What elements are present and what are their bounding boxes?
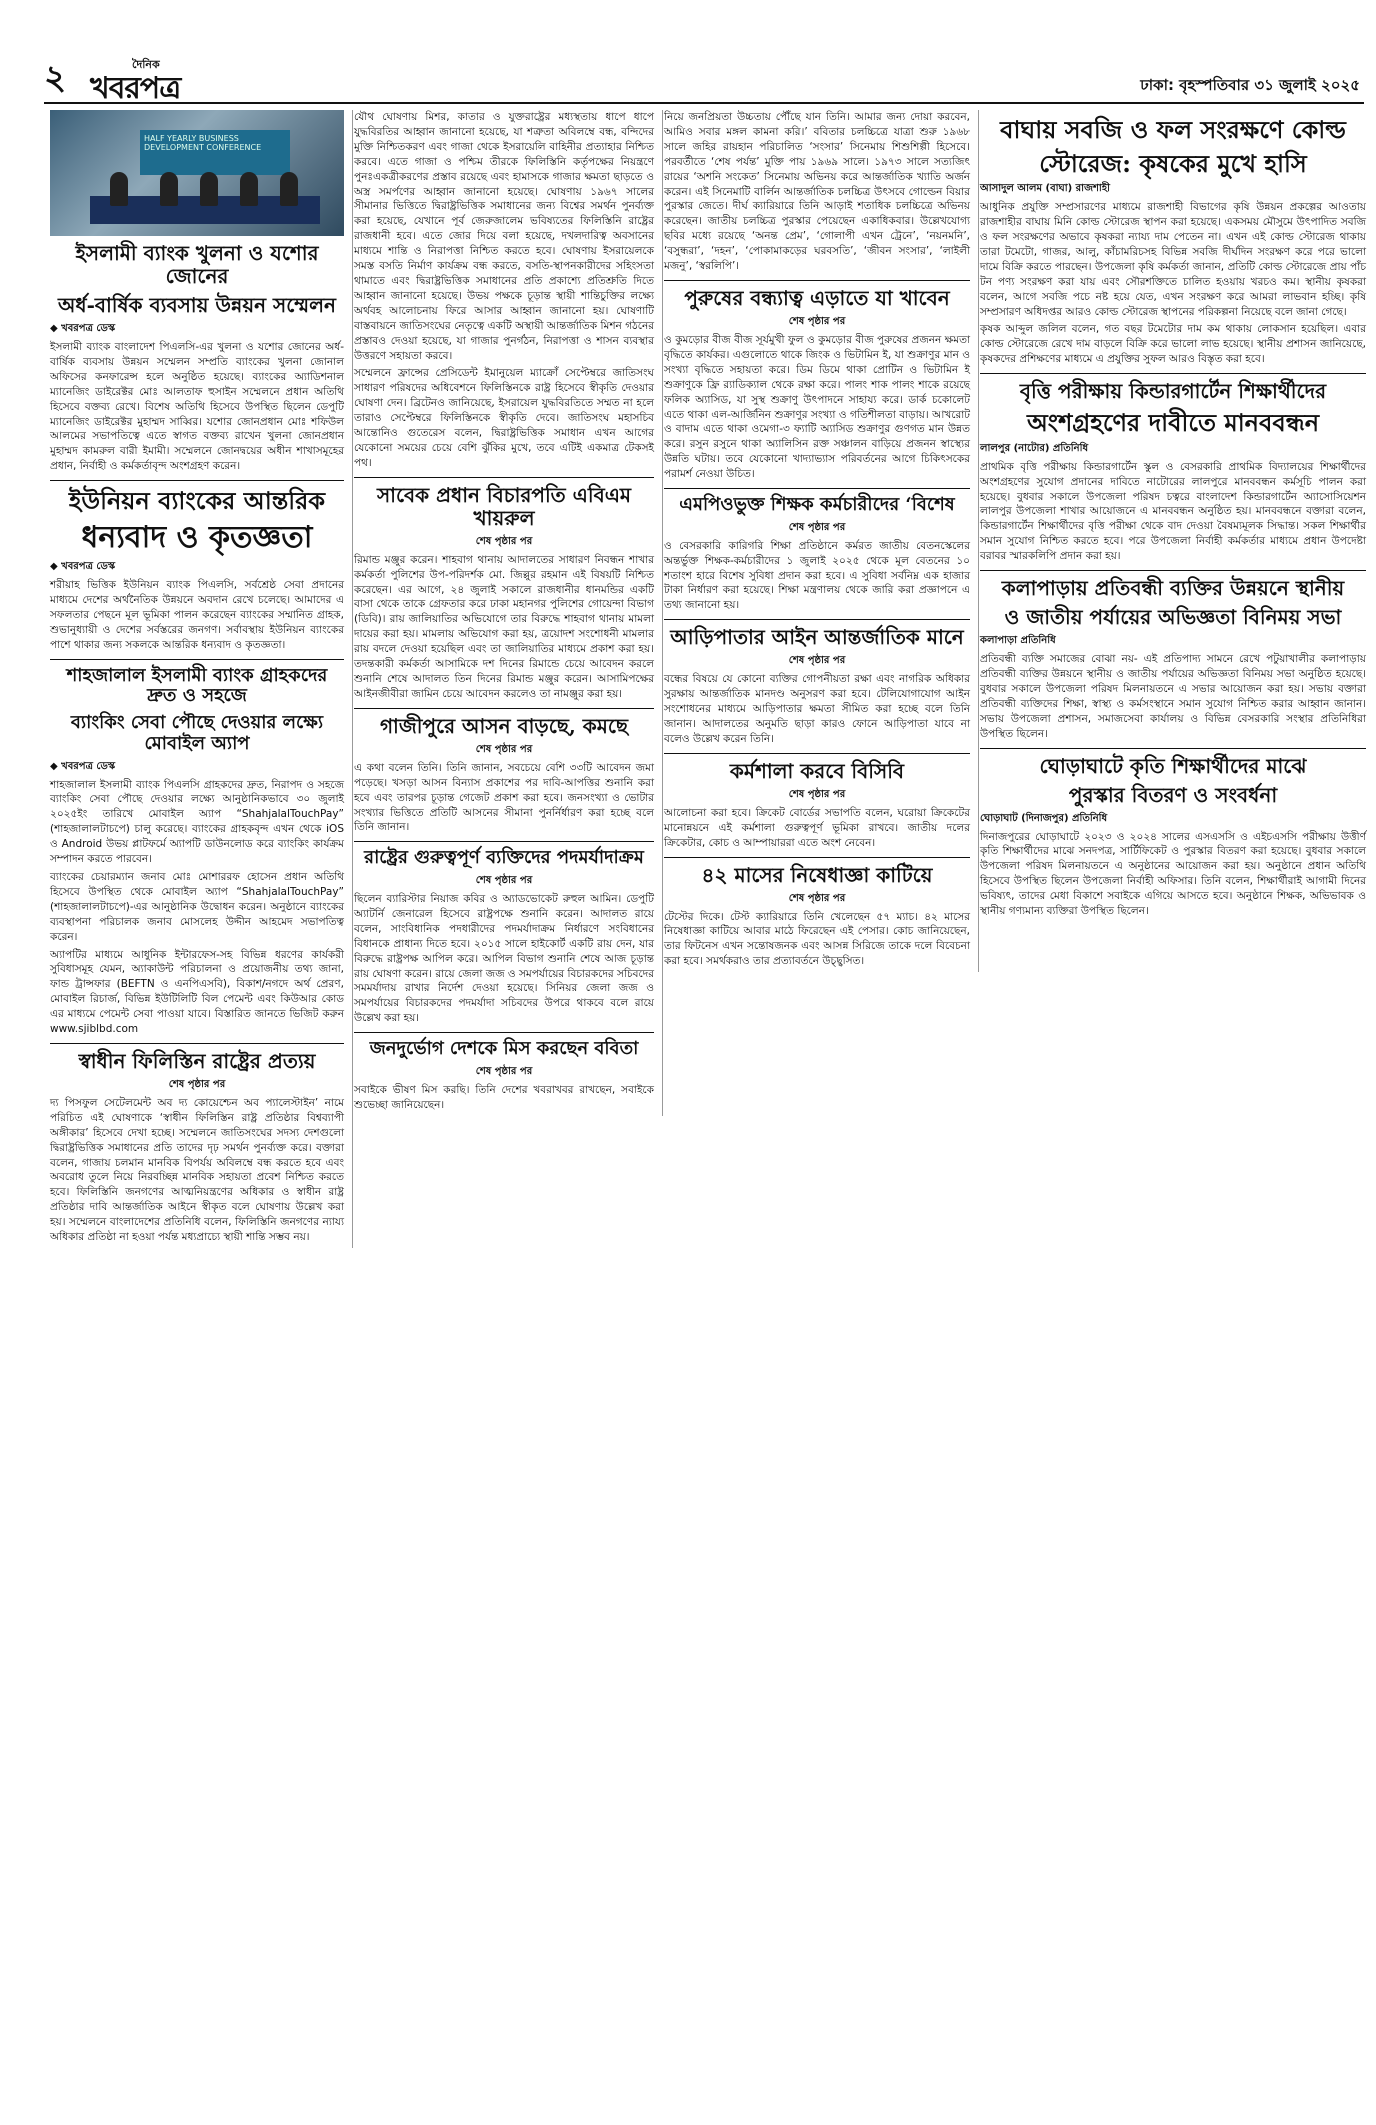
divider [354,477,654,478]
headline-line-2: ও জাতীয় পর্যায়ের অভিজ্ঞতা বিনিময় সভা [1004,605,1342,630]
photo-person [110,172,128,206]
article-body: প্রতিবন্ধী ব্যক্তি সমাজের বোঝা নয়- এই প্রতিপাদ্য সামনে রেখে পটুয়াখালীর কলাপাড়ায় প্রতিবন্ধী ব্যক্তির উন্নয়নে স্থানীয় ও জাতীয় পর্যায়ের অভিজ্ঞতা বিনিময় সভা অনুষ্ঠিত হয়েছে। বুধবার সকালে উপজেলা পরিষদ মিলনায়তনে এ সভার আয়োজন করা হয়। সভায় বক্তারা প্রতিবন্ধী ব্যক্তিদের শিক্ষা, স্বাস্থ্য ও কর্মসংস্থানে সমান সুযোগ নিশ্চিত করার আহ্বান জানান। সভায় উপজেলা প্রশাসন, সমাজসেবা কার্যালয় ও বিভিন্ন বেসরকারি সংস্থার প্রতিনিধিরা উপস্থিত ছিলেন। [980,653,1366,740]
page-number: ২ [44,58,67,98]
photo-person [280,172,298,206]
headline-line-2: অংশগ্রহণের দাবীতে মানববন্ধন [1026,408,1320,438]
newspaper-logo [90,56,210,106]
masthead [44,58,1364,104]
column-1 [50,110,353,1248]
headline: আড়িপাতার আইন আন্তর্জাতিক মানে [670,625,964,650]
headline-3: শাহজালাল ইসলামী ব্যাংক গ্রাহকদের দ্রুত ও সহজে [66,664,328,707]
divider [664,857,970,858]
byline: কলাপাড়া প্রতিনিধি [980,635,1056,647]
photo-person [160,172,178,206]
headline: কলাপাড়ায় প্রতিবন্ধী ব্যক্তির উন্নয়নে স্থানীয় [1001,576,1345,601]
continued-label: শেষ পৃষ্ঠার পর [788,521,846,533]
divider [664,619,970,620]
photo-banner: HALF YEARLY BUSINESS DEVELOPMENT CONFERENCE [140,130,290,175]
headline: সাবেক প্রধান বিচারপতি এবিএম খায়রুল [376,482,632,530]
dateline: ঢাকা: বৃহস্পতিবার ৩১ জুলাই ২০২৫ [1140,76,1360,94]
headline: জনদুর্ভোগ দেশকে মিস করছেন ববিতা [369,1038,639,1060]
headline-line-2: স্টোরেজ: কৃষকের মুখে হাসি [1039,148,1307,178]
headline-3-line-2: ব্যাংকিং সেবা পৌছে দেওয়ার লক্ষ্যে মোবাইল অ্যাপ [70,712,324,754]
article-body: দিনাজপুরের ঘোড়াঘাটে ২০২৩ ও ২০২৪ সালের এসএসসি ও এইচএসসি পরীক্ষায় উত্তীর্ণ কৃতি শিক্ষার্থীদের মাঝে সনদপত্র, সার্টিফিকেট ও পুরস্কার বিতরণ করা হয়েছে। বুধবার সকালে উপজেলা পরিষদ মিলনায়তনে এ অনুষ্ঠানের আয়োজন করা হয়। অনুষ্ঠানে প্রধান অতিথি হিসেবে উপস্থিত ছিলেন উপজেলা নির্বাহী অফিসার। তিনি বলেন, শিক্ষার্থীরাই আগামী দিনের ভবিষ্যৎ, তাদের মেধা বিকাশে সবাইকে এগিয়ে আসতে হবে। অনুষ্ঠানে শিক্ষক, অভিভাবক ও স্থানীয় গণ্যমান্য ব্যক্তিরা উপস্থিত ছিলেন। [980,830,1366,918]
article-body: প্রাথমিক বৃত্তি পরীক্ষায় কিন্ডারগার্টেন স্কুল ও বেসরকারি প্রাথমিক বিদ্যালয়ের শিক্ষার্থীদের অংশগ্রহণের সুযোগ প্রদানের দাবিতে নাটোরের লালপুরে মানববন্ধন কর্মসূচি পালন করা হয়েছে। বুধবার সকালে উপজেলা পরিষদ চত্বরে বাংলাদেশ কিন্ডারগার্টেন অ্যাসোসিয়েশন লালপুর উপজেলা শাখার আয়োজনে এ মানববন্ধন অনুষ্ঠিত হয়। মানববন্ধনে বক্তারা বলেন, কিন্ডারগার্টেন শিক্ষার্থীদের বৃত্তি পরীক্ষা থেকে বাদ দেওয়া বৈষম্যমূলক সিদ্ধান্ত। সকল শিক্ষার্থীর সমান সুযোগ নিশ্চিত করতে হবে। পরে উপজেলা নির্বাহী কর্মকর্তার মাধ্যমে প্রধান উপদেষ্টা বরাবর স্মারকলিপি প্রদান করা হয়। [980,460,1366,563]
divider [50,1043,344,1044]
headline: ঘোড়াঘাটে কৃতি শিক্ষার্থীদের মাঝে [1039,753,1307,778]
continued-label: শেষ পৃষ্ঠার পর [475,1065,533,1077]
column-2 [354,110,663,1116]
divider [664,753,970,754]
divider [664,488,970,489]
article-body: দ্য পিসফুল সেটেলমেন্ট অব দ্য কোয়েশ্চেন অব প্যালেস্টাইন’ নামে পরিচিত এই ঘোষণাকে ‘স্বাধীন ফিলিস্তিন রাষ্ট্র প্রতিষ্ঠার বিশ্বব্যাপী অঙ্গীকার’ হিসেবে দেখা হচ্ছে। সম্মেলনে জাতিসংঘের সদস্য দেশগুলো দ্বিরাষ্ট্রভিত্তিক সমাধানের প্রতি তাদের দৃঢ় সমর্থন পুনর্ব্যক্ত করে। বক্তারা বলেন, গাজায় চলমান মানবিক বিপর্যয় অবিলম্বে বন্ধ করতে হবে এবং অবরোধ তুলে নিয়ে নিরবচ্ছিন্ন মানবিক সহায়তা প্রবেশ নিশ্চিত করতে হবে। ফিলিস্তিনি জনগণের আত্মনিয়ন্ত্রণের অধিকার ও স্বাধীন রাষ্ট্র প্রতিষ্ঠার দাবি আন্তর্জাতিক আইনে স্বীকৃত বলে ঘোষণায় উল্লেখ করা হয়। সম্মেলনে বাংলাদেশের প্রতিনিধি বলেন, ফিলিস্তিনি জনগণের ন্যায্য অধিকার প্রতিষ্ঠা না হওয়া পর্যন্ত মধ্যপ্রাচ্যে স্থায়ী শান্তি সম্ভব নয়। [50,1096,344,1244]
article-body: ইসলামী ব্যাংক বাংলাদেশ পিএলসি-এর খুলনা ও যশোর জোনের অর্ধ-বার্ষিক ব্যবসায় উন্নয়ন সম্মেলন সম্প্রতি ব্যাংকের খুলনা জোনাল অফিসের কনফারেন্স হলে অনুষ্ঠিত হয়েছে। ব্যাংকের অ্যাডিশনাল ম্যানেজিং ডাইরেক্টর মোঃ আলতাফ হুসাইন সম্মেলনে প্রধান অতিথি হিসেবে বক্তব্য রেখে। বিশেষ অতিথি হিসেবে উপস্থিত ছিলেন ডেপুটি ম্যানেজিং ডাইরেক্টর মুহাম্মদ সাব্বির। যশোর জোনপ্রধান মোঃ শফিউল আলমের সভাপতিত্বে এতে স্বাগত বক্তব্য রাখেন খুলনা জোনপ্রধান মুহাম্মদ কামরুল বারী ইমামী। সম্মেলনে জোনদ্বয়ের অধীন শাখাসমূহের প্রধান, নির্বাহী ও কর্মকর্তাবৃন্দ অংশগ্রহণ করেন। [50,341,344,473]
headline-1: ইসলামী ব্যাংক খুলনা ও যশোর জোনের [75,241,319,288]
headline: এমপিওভুক্ত শিক্ষক কর্মচারীদের ‘বিশেষ [679,494,955,516]
headline: পুরুষের বন্ধ্যাত্ব এড়াতে যা খাবেন [684,285,950,310]
article-body: যৌথ ঘোষণায় মিশর, কাতার ও যুক্তরাষ্ট্রের মধ্যস্থতায় ধাপে ধাপে যুদ্ধবিরতির আহ্বান জানানো হয়েছে, যা শত্রুতা অবিলম্বে বন্ধ, বন্দিদের মুক্তি নিশ্চিতকরণ এবং গাজা থেকে ইসরায়েলি বাহিনীর প্রত্যাহার নিশ্চিত করবে। এতে গাজা ও পশ্চিম তীরকে ফিলিস্তিনি কর্তৃপক্ষের নিয়ন্ত্রণে পুনঃএকত্রীকরণের প্রস্তাব রয়েছে এবং হামাসকে গাজার ক্ষমতা ছাড়তে ও অস্ত্র সমর্পণের আহ্বান জানানো হয়েছে। ঘোষণায় ১৯৬৭ সালের সীমানার ভিত্তিতে দ্বিরাষ্ট্রভিত্তিক সমাধানের জন্য বিশ্বের সমর্থন পুনর্ব্যক্ত করা হয়েছে, যেখানে পূর্ব জেরুজালেম ভবিষ্যতের ফিলিস্তিনি রাষ্ট্রের রাজধানী হবে। এতে জোর দিয়ে বলা হয়েছে, দখলদারিত্ব অবসানের মাধ্যমে শান্তি ও নিরাপত্তা নিশ্চিত করতে হবে। ঘোষণায় ইসরায়েলকে সমস্ত বসতি নির্মাণ কার্যক্রম বন্ধ করতে, বসতি-স্থাপনকারীদের সহিংসতা থামাতে এবং দ্বিরাষ্ট্রভিত্তিক সমাধানের প্রতি প্রকাশ্যে প্রতিশ্রুতি দিতে আহ্বান জানানো হয়েছে। উভয় পক্ষকে চূড়ান্ত স্থায়ী শান্তিচুক্তির লক্ষ্যে অর্থবহ আলোচনায় ফিরে আসার আহ্বান জানানো হয়। ঘোষণাটি বাস্তবায়নে জাতিসংঘের নেতৃত্বে একটি অস্থায়ী আন্তর্জাতিক মিশন গঠনের প্রস্তাবও দেওয়া হয়েছে, যা গাজার পুনর্গঠন, নিরাপত্তা ও শাসন ব্যবস্থার উত্তরণে সহায়তা করবে। [354,111,654,362]
column-4 [980,110,1374,922]
article-body: সবাইকে ভীষণ মিস করছি। তিনি দেশের খবরাখবর রাখছেন, সবাইকে শুভেচ্ছা জানিয়েছেন। [354,1083,654,1111]
headline: কর্মশালা করবে বিসিবি [729,758,905,783]
headline-4: স্বাধীন ফিলিস্তিন রাষ্ট্রের প্রত্যয় [78,1048,316,1073]
headline: বাঘায় সবজি ও ফল সংরক্ষণে কোল্ড [1000,115,1346,144]
article-body: ও বেসরকারি কারিগরি শিক্ষা প্রতিষ্ঠানে কর্মরত জাতীয় বেতনস্কেলের অন্তর্ভুক্ত শিক্ষক-কর্মচারীদের ১ জুলাই ২০২৫ থেকে মূল বেতনের ১০ শতাংশ হারে বিশেষ সুবিধা প্রদান করা হবে। এ সুবিধা সর্বনিম্ন এক হাজার টাকা নির্ধারণ করা হয়েছে। শিক্ষা মন্ত্রণালয় থেকে জারি করা প্রজ্ঞাপনে এ তথ্য জানানো হয়। [664,539,970,612]
continued-label: শেষ পৃষ্ঠার পর [475,743,533,755]
divider [980,373,1366,374]
headline: রাষ্ট্রের গুরুত্বপূর্ণ ব্যক্তিদের পদমর্যাদাক্রম [364,847,644,869]
headline: বৃত্তি পরীক্ষায় কিন্ডারগার্টেন শিক্ষার্থীদের [1019,379,1327,404]
byline: আসাদুল আলম (বাঘা) রাজশাহী [980,183,1110,195]
article-body: আলোচনা করা হবে। ক্রিকেট বোর্ডের সভাপতি বলেন, ঘরোয়া ক্রিকেটের মানোন্নয়নে এই কর্মশালা গুরুত্বপূর্ণ ভূমিকা রাখবে। জাতীয় দলের ক্রিকেটার, কোচ ও আম্পায়াররা এতে অংশ নেবেন। [664,806,970,849]
byline: লালপুর (নাটোর) প্রতিনিধি [980,442,1089,454]
headline-2: ইউনিয়ন ব্যাংকের আন্তরিক [68,486,326,516]
continued-label: শেষ পৃষ্ঠার পর [475,875,533,887]
headline: ৪২ মাসের নিষেধাজ্ঞা কাটিয়ে [701,862,933,887]
byline: ঘোড়াঘাট (দিনাজপুর) প্রতিনিধি [980,812,1108,824]
headline-line-2: পুরস্কার বিতরণ ও সংবর্ধনা [1068,782,1278,807]
article-body: শরীয়াহ ভিত্তিক ইউনিয়ন ব্যাংক পিএলসি, সর্বশ্রেষ্ঠ সেবা প্রদানের মাধ্যমে দেশের অর্থনৈতিক উন্নয়নে অবদান রেখে চলেছে। আমাদের এ সফলতার পেছনে মূল ভূমিকা পালন করেছেন ব্যাংকের সম্মানিত গ্রাহক, শুভানুধ্যায়ী ও দেশের সর্বস্তরের জনগণ। সর্বাবস্থায় ইউনিয়ন ব্যাংকের পাশে থাকার জন্য সকলকে আন্তরিক ধন্যবাদ ও কৃতজ্ঞতা। [50,579,344,651]
continued-label: শেষ পৃষ্ঠার পর [475,535,533,547]
divider [50,659,344,660]
continued-label: শেষ পৃষ্ঠার পর [788,788,846,800]
article-body: শাহজালাল ইসলামী ব্যাংক পিএলসি গ্রাহকদের দ্রুত, নিরাপদ ও সহজে ব্যাংকিং সেবা পৌছে দেওয়ার লক্ষ্যে আনুষ্ঠানিকভাবে ৩০ জুলাই ২০২৫ইং তারিখে মোবাইল অ্যাপ “ShahjalalTouchPay” (শাহজালালটাচপে) চালু করেছে। ব্যাংকের গ্রাহকবৃন্দ এখন থেকে iOS ও Android উভয় প্লাটফর্মে অ্যাপটি ডাউনলোড করে ব্যাংকিং কার্যক্রম সম্পাদন করতে পারবেন। [50,778,344,866]
continued-label: শেষ পৃষ্ঠার পর [788,315,846,327]
divider [354,1032,654,1033]
headline-1-line-2: অর্ধ-বার্ষিক ব্যবসায় উন্নয়ন সম্মেলন [58,293,336,317]
byline: ◆ খবরপত্র ডেস্ক [50,561,116,573]
article-body: ছিলেন ব্যারিস্টার নিয়াজ কবির ও অ্যাডভোকেট রুহুল আমিন। ডেপুটি অ্যাটর্নি জেনারেল হিসেবে রাষ্ট্রপক্ষে শুনানি করেন। আদালত রায়ে বলেন, সাংবিধানিক পদধারীদের পদমর্যাদাক্রম নির্ধারণে সংবিধানের বিধানকে প্রাধান্য দিতে হবে। ২০১৫ সালে হাইকোর্ট একটি রায় দেন, যার বিরুদ্ধে রাষ্ট্রপক্ষ আপিল করে। আপিল বিভাগ শুনানি শেষে আজ চূড়ান্ত রায় ঘোষণা করেন। রায়ে জেলা জজ ও সমপর্যায়ের বিচারকদের সচিবদের সমমর্যাদায় রাখার নির্দেশ দেওয়া হয়েছে। সিনিয়র জেলা জজ ও সমপর্যায়ের বিচারকদের পদমর্যাদা সচিবদের উপরে থাকবে বলে রায়ে উল্লেখ করা হয়। [354,893,654,1025]
article-body: টেস্টের দিকে। টেস্ট ক্যারিয়ারে তিনি খেলেছেন ৫৭ ম্যাচ। ৪২ মাসের নিষেধাজ্ঞা কাটিয়ে আবার মাঠে ফিরেছেন এই পেসার। কোচ জানিয়েছেন, তার ফিটনেস এখন সন্তোষজনক এবং আসন্ন সিরিজে তাকে দলে বিবেচনা করা হবে। সমর্থকরাও তার প্রত্যাবর্তনে উচ্ছ্বসিত। [664,910,970,968]
byline: ◆ খবরপত্র ডেস্ক [50,323,116,334]
photo-person [200,172,218,206]
logo-text: খবরপত্র [90,71,181,106]
divider [50,480,344,481]
continued-label: শেষ পৃষ্ঠার পর [788,655,846,667]
article-body: কৃষক আব্দুল জলিল বলেন, গত বছর টমেটোর দাম কম থাকায় লোকসান হয়েছিল। এবার কোল্ড স্টোরেজে রেখে দাম বাড়লে বিক্রি করে ভালো লাভ হয়েছে। স্থানীয় প্রশাসন জানিয়েছে, কৃষকদের প্রশিক্ষণের মাধ্যমে এ প্রযুক্তির সুফল আরও বিস্তৃত করা হবে। [980,323,1366,366]
logo-small-text: দৈনিক [132,58,160,71]
divider [354,708,654,709]
column-3 [664,110,979,972]
divider [980,748,1366,749]
byline: ◆ খবরপত্র ডেস্ক [50,760,116,772]
article-body: ও কুমড়োর বীজ বীজ সূর্যমুখী ফুল ও কুমড়োর বীজ পুরুষের প্রজনন ক্ষমতা বৃদ্ধিতে কার্যকর। এগুলোতে থাকে জিংক ও ভিটামিন ই, যা শুক্রাণুর মান ও সংখ্যা বৃদ্ধিতে সহায়তা করে। ডিম ডিমে থাকা প্রোটিন ও ভিটামিন ই শুক্রাণুকে ফ্রি র‍্যাডিক্যাল থেকে রক্ষা করে। পালং শাক পালং শাকে রয়েছে ফলিক অ্যাসিড, যা সুস্থ শুক্রাণু উৎপাদনে সাহায্য করে। ডার্ক চকোলেট এতে থাকা এল-আর্জিনিন শুক্রাণুর সংখ্যা ও গতিশীলতা বাড়ায়। আখরোট ও বাদাম এতে থাকা ওমেগা-৩ ফ্যাটি অ্যাসিড শুক্রাণুর গুণগত মান উন্নত করে। রসুন রসুনে থাকা অ্যালিসিন রক্ত সঞ্চালন বাড়িয়ে প্রজনন স্বাস্থ্যের উন্নতি ঘটায়। তবে যেকোনো খাদ্যাভ্যাস পরিবর্তনের আগে চিকিৎসকের পরামর্শ নেওয়া উচিত। [664,333,970,481]
continued-label: শেষ পৃষ্ঠার পর [168,1078,226,1090]
divider [354,841,654,842]
article-body: নিয়ে জনপ্রিয়তা উচ্চতায় পৌঁছে যান তিনি। আমার জন্য দোয়া করবেন, আমিও সবার মঙ্গল কামনা করি।’ ববিতার চলচ্চিত্রে যাত্রা শুরু ১৯৬৮ সালে জহির রায়হান পরিচালিত ‘সংসার’ সিনেমায় শিশুশিল্পী হিসেবে। পরবর্তীতে ‘শেষ পর্যন্ত’ মুক্তি পায় ১৯৬৯ সালে। ১৯৭৩ সালে সত্যজিৎ রায়ের ‘অশনি সংকেত’ সিনেমায় অভিনয় করে আন্তর্জাতিক খ্যাতি অর্জন করেন। এই সিনেমাটি বার্লিন আন্তর্জাতিক চলচ্চিত্র উৎসবে গোল্ডেন বিয়ার পুরস্কার জেতে। দীর্ঘ ক্যারিয়ারে তিনি আড়াই শতাধিক চলচ্চিত্রে অভিনয় করেছেন। জাতীয় চলচ্চিত্র পুরস্কার পেয়েছেন একাধিকবার। উল্লেখযোগ্য ছবির মধ্যে রয়েছে ‘অনন্ত প্রেম’, ‘গোলাপী এখন ট্রেনে’, ‘নয়নমনি’, ‘বসুন্ধরা’, ‘দহন’, ‘পোকামাকড়ের ঘরবসতি’, ‘জীবন সংসার’, ‘লাইলী মজনু’, ‘স্বরলিপি’। [664,111,970,273]
photo-person [240,172,258,206]
continued-label: শেষ পৃষ্ঠার পর [788,892,846,904]
headline: গাজীপুরে আসন বাড়ছে, কমছে [379,713,629,738]
article-body: ব্যাংকের চেয়ারম্যান জনাব মোঃ মোশাররফ হোসেন প্রধান অতিথি হিসেবে উপস্থিত থেকে মোবাইল অ্যাপ “ShahjalalTouchPay” (শাহজালালটাচপে)-এর আনুষ্ঠানিক উদ্বোধন করেন। অনুষ্ঠানে ব্যাংকের ব্যবস্থাপনা পরিচালক জনাব মোসলেহ উদ্দীন আহমেদ সভাপতিত্ব করেন। [50,870,344,943]
article-body: বন্ধের বিষয়ে যে কোনো ব্যক্তির গোপনীয়তা রক্ষা এবং নাগরিক অধিকার সুরক্ষায় আন্তর্জাতিক মানদণ্ড অনুসরণ করা হবে। টেলিযোগাযোগ আইন সংশোধনের মাধ্যমে আড়িপাতার ক্ষমতা সীমিত করা হচ্ছে বলে তিনি জানান। আদালতের অনুমতি ছাড়া কারও ফোনে আড়িপাতা যাবে না বলেও উল্লেখ করেন তিনি। [664,673,970,745]
article-body: আধুনিক প্রযুক্তি সম্প্রসারণের মাধ্যমে রাজশাহী বিভাগের কৃষি উন্নয়ন প্রকল্পের আওতায় রাজশাহীর বাঘায় মিনি কোল্ড স্টোরেজ স্থাপন করা হয়েছে। একসময় মৌসুমে উৎপাদিত সবজি ও ফল সংরক্ষণের অভাবে কৃষকরা ন্যায্য দাম পেতেন না। এখন এই কোল্ড স্টোরেজ থাকায় তারা টমেটো, গাজর, আলু, কাঁচামরিচসহ বিভিন্ন সবজি দীর্ঘদিন সংরক্ষণ করে পরে ভালো দামে বিক্রি করতে পারছেন। উপজেলা কৃষি কর্মকর্তা জানান, প্রতিটি কোল্ড স্টোরেজে প্রায় পাঁচ টন পণ্য সংরক্ষণ করা যায় এবং সৌরশক্তিতে চালিত হওয়ায় খরচও কম। স্থানীয় কৃষকরা বলেন, আগে সবজি পচে নষ্ট হয়ে যেত, এখন সংরক্ষণ করে আমরা লাভবান হচ্ছি। কৃষি সম্প্রসারণ অধিদপ্তর আরও কোল্ড স্টোরেজ স্থাপনের পরিকল্পনা নিয়েছে বলে জানা গেছে। [980,201,1366,318]
article-body: অ্যাপটির মাধ্যমে আধুনিক ইন্টারফেস-সহ বিভিন্ন ধরণের কার্যকরী সুবিধাসমূহ যেমন, অ্যাকাউন্ট পরিচালনা ও প্রয়োজনীয় তথ্য জানা, ফান্ড ট্রান্সফার (BEFTN ও এনপিএসবি), বিকাশ/নগদে অর্থ প্রেরণ, মোবাইল রিচার্জ, বিভিন্ন ইউটিলিটি বিল পেমেন্ট এবং কিউআর কোড এর মাধ্যমে পেমেন্ট সেবা পাওয়া যাবে। বিস্তারিত জানতে ভিজিট করুন www.sjiblbd.com [50,948,344,1036]
article-body: রিমান্ড মঞ্জুর করেন। শাহবাগ থানায় আদালতের সাধারণ নিবন্ধন শাখার কর্মকর্তা পুলিশের উপ-পরিদর্শক মো. জিল্লুর রহমান এই বিষয়টি নিশ্চিত করেছেন। এর আগে, ২৪ জুলাই সকালে রাজধানীর ধানমন্ডির একটি বাসা থেকে তাকে গ্রেফতার করে ঢাকা মহানগর পুলিশের গোয়েন্দা বিভাগ (ডিবি)। রায় জালিয়াতির অভিযোগে তার বিরুদ্ধে শাহবাগ থানায় মামলা দায়ের করা হয়। মামলায় অভিযোগ করা হয়, ত্রয়োদশ সংশোধনী মামলার রায় বদলে দেওয়া হয়েছিল এবং তা জালিয়াতির মাধ্যমে প্রকাশ করা হয়। তদন্তকারী কর্মকর্তা আসামিকে দশ দিনের রিমান্ডে চেয়ে আবেদন করলে শুনানি শেষে আদালত তিন দিনের রিমান্ড মঞ্জুর করেন। আসামিপক্ষের আইনজীবীরা জামিন চেয়ে আবেদন করলেও তা নামঞ্জুর করা হয়। [354,553,654,700]
headline-2-line-2: ধন্যবাদ ও কৃতজ্ঞতা [81,519,313,555]
divider [664,280,970,281]
article-body: সম্মেলনে ফ্রান্সের প্রেসিডেন্ট ইমানুয়েল ম্যাক্রোঁ সেপ্টেম্বরে জাতিসংঘ সাধারণ পরিষদের অধিবেশনে ফিলিস্তিনকে রাষ্ট্র হিসেবে স্বীকৃতি দেওয়ার ঘোষণা দেন। ব্রিটেনও জানিয়েছে, ইসরায়েল যুদ্ধবিরতিতে সম্মত না হলে তারাও সেপ্টেম্বরে ফিলিস্তিনকে স্বীকৃতি দেবে। জাতিসংঘ মহাসচিব আন্তোনিও গুতেরেস বলেন, দ্বিরাষ্ট্রভিত্তিক সমাধান এখন আগের যেকোনো সময়ের চেয়ে বেশি ঝুঁকির মুখে, তবে এটিই একমাত্র টেকসই পথ। [354,367,654,469]
conference-photo [50,110,344,236]
article-body: এ কথা বলেন তিনি। তিনি জানান, সবচেয়ে বেশি ৩৩টি আবেদন জমা পড়েছে। খসড়া আসন বিন্যাস প্রকাশের পর দাবি-আপত্তির শুনানি করা হবে এবং তারপর চূড়ান্ত গেজেট প্রকাশ করা হবে। জনসংখ্যা ও ভোটার সংখ্যার ভিত্তিতে প্রতিটি আসনের সীমানা পুনর্নির্ধারণ করা হচ্ছে বলে তিনি জানান। [354,761,654,834]
divider [980,570,1366,571]
